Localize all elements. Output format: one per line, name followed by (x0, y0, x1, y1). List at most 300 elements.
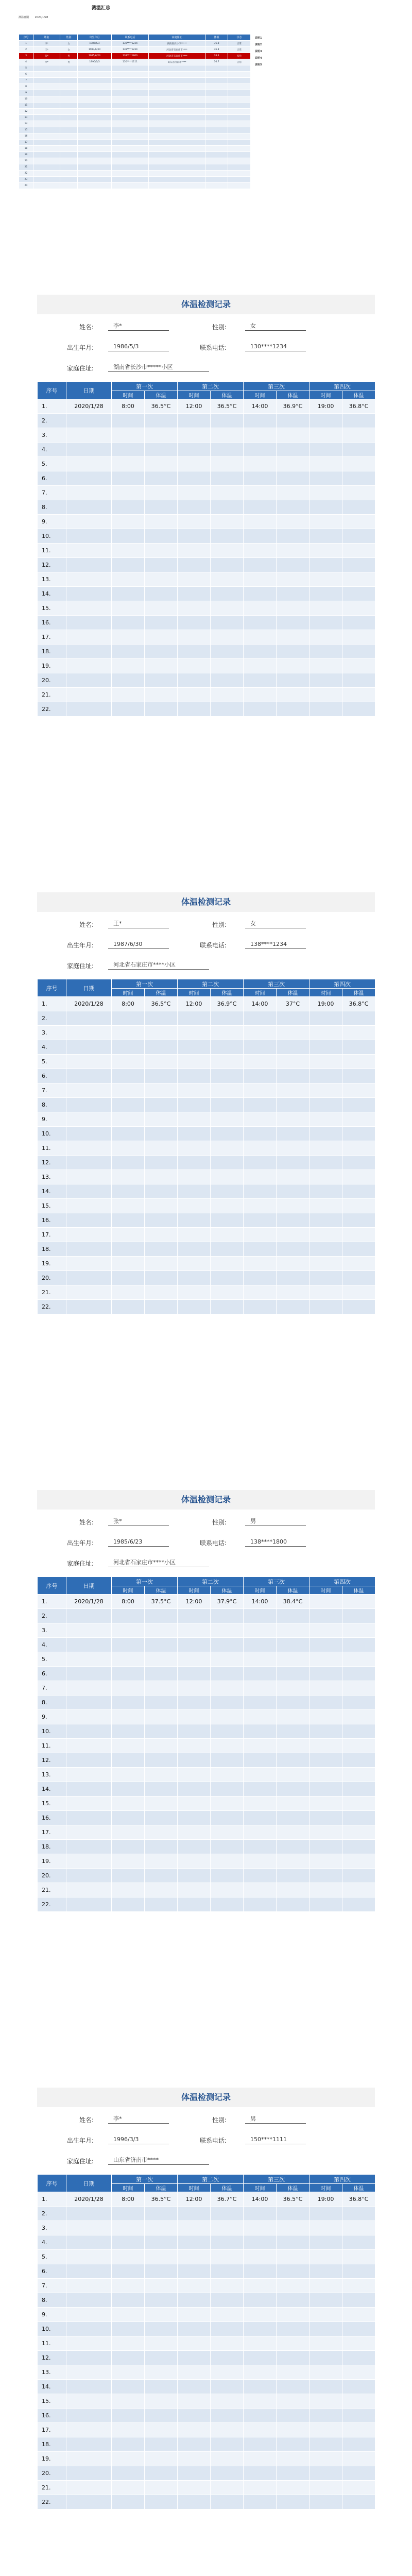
temp-cell[interactable] (211, 1098, 244, 1112)
time-cell[interactable] (310, 1825, 342, 1840)
time-cell[interactable] (310, 1271, 342, 1285)
time-cell[interactable] (178, 2365, 211, 2380)
temp-cell[interactable] (145, 1026, 178, 1040)
temp-cell[interactable] (342, 1112, 375, 1127)
temp-cell[interactable] (211, 1112, 244, 1127)
time-cell[interactable]: 19:00 (310, 399, 342, 414)
time-cell[interactable] (112, 587, 145, 601)
date-cell[interactable] (66, 2279, 112, 2293)
time-cell[interactable] (112, 1156, 145, 1170)
temp-cell[interactable] (211, 1681, 244, 1696)
temp-cell[interactable] (211, 558, 244, 572)
temp-cell[interactable] (342, 1011, 375, 1026)
temp-cell[interactable] (145, 2336, 178, 2351)
time-cell[interactable] (310, 1098, 342, 1112)
date-cell[interactable] (66, 529, 112, 544)
time-cell[interactable] (310, 1011, 342, 1026)
time-cell[interactable] (310, 500, 342, 515)
date-cell[interactable] (66, 2365, 112, 2380)
temp-cell[interactable] (145, 1638, 178, 1652)
temp-cell[interactable] (342, 1184, 375, 1199)
time-cell[interactable] (178, 659, 211, 673)
time-cell[interactable] (178, 500, 211, 515)
date-cell[interactable] (66, 1055, 112, 1069)
time-cell[interactable] (310, 1242, 342, 1257)
temp-cell[interactable] (211, 1696, 244, 1710)
time-cell[interactable] (244, 659, 277, 673)
time-cell[interactable] (244, 443, 277, 457)
date-cell[interactable] (66, 2322, 112, 2336)
time-cell[interactable] (112, 471, 145, 486)
time-cell[interactable] (112, 2423, 145, 2437)
time-cell[interactable] (310, 2235, 342, 2250)
temp-cell[interactable] (277, 515, 310, 529)
time-cell[interactable]: 14:00 (244, 1595, 277, 1609)
temp-cell[interactable] (211, 673, 244, 688)
temp-cell[interactable] (342, 2452, 375, 2466)
temp-cell[interactable] (145, 616, 178, 630)
time-cell[interactable] (244, 1797, 277, 1811)
time-cell[interactable] (178, 486, 211, 500)
time-cell[interactable] (244, 2394, 277, 2409)
date-cell[interactable] (66, 515, 112, 529)
time-cell[interactable] (244, 1825, 277, 1840)
time-cell[interactable] (310, 587, 342, 601)
temp-cell[interactable] (211, 1739, 244, 1753)
time-cell[interactable] (310, 1228, 342, 1242)
temp-cell[interactable] (277, 2308, 310, 2322)
time-cell[interactable] (178, 2409, 211, 2423)
temp-cell[interactable] (211, 1768, 244, 1782)
time-cell[interactable] (244, 1681, 277, 1696)
time-cell[interactable] (244, 428, 277, 443)
time-cell[interactable] (112, 457, 145, 471)
time-cell[interactable] (112, 1811, 145, 1825)
temp-cell[interactable]: 37°C (277, 997, 310, 1011)
time-cell[interactable] (310, 2409, 342, 2423)
temp-cell[interactable] (211, 1199, 244, 1213)
temp-cell[interactable] (277, 1652, 310, 1667)
time-cell[interactable] (310, 1797, 342, 1811)
time-cell[interactable] (244, 2452, 277, 2466)
time-cell[interactable] (244, 1069, 277, 1083)
date-cell[interactable] (66, 572, 112, 587)
time-cell[interactable]: 19:00 (310, 997, 342, 1011)
time-cell[interactable] (244, 2409, 277, 2423)
time-cell[interactable] (178, 1257, 211, 1271)
temp-cell[interactable] (342, 1840, 375, 1854)
time-cell[interactable] (112, 2207, 145, 2221)
time-cell[interactable]: 12:00 (178, 1595, 211, 1609)
temp-cell[interactable] (145, 1883, 178, 1897)
temp-cell[interactable] (342, 702, 375, 717)
time-cell[interactable] (112, 515, 145, 529)
temp-cell[interactable] (211, 1782, 244, 1797)
time-cell[interactable] (178, 1753, 211, 1768)
time-cell[interactable] (244, 1055, 277, 1069)
date-cell[interactable]: 2020/1/28 (66, 2192, 112, 2207)
time-cell[interactable] (310, 1156, 342, 1170)
time-cell[interactable] (112, 1026, 145, 1040)
temp-cell[interactable] (342, 1098, 375, 1112)
temp-cell[interactable] (342, 2409, 375, 2423)
time-cell[interactable] (310, 1883, 342, 1897)
date-cell[interactable] (66, 2495, 112, 2510)
birth-field[interactable]: 1996/3/3 (108, 2135, 169, 2144)
time-cell[interactable] (310, 457, 342, 471)
time-cell[interactable]: 14:00 (244, 997, 277, 1011)
temp-cell[interactable] (277, 1141, 310, 1156)
temp-cell[interactable] (277, 2221, 310, 2235)
temp-cell[interactable] (145, 515, 178, 529)
temp-cell[interactable] (342, 1782, 375, 1797)
time-cell[interactable]: 12:00 (178, 997, 211, 1011)
temp-cell[interactable] (277, 1869, 310, 1883)
temp-cell[interactable] (211, 1710, 244, 1724)
addr-field[interactable]: 河北省石家庄市****小区 (108, 1558, 209, 1567)
temp-cell[interactable] (277, 1768, 310, 1782)
time-cell[interactable] (112, 1710, 145, 1724)
temp-cell[interactable] (277, 688, 310, 702)
time-cell[interactable] (178, 1040, 211, 1055)
time-cell[interactable] (178, 529, 211, 544)
time-cell[interactable] (310, 2293, 342, 2308)
temp-cell[interactable] (277, 1026, 310, 1040)
time-cell[interactable] (310, 1710, 342, 1724)
time-cell[interactable] (112, 2481, 145, 2495)
time-cell[interactable]: 12:00 (178, 2192, 211, 2207)
date-cell[interactable] (66, 2394, 112, 2409)
temp-cell[interactable] (342, 1242, 375, 1257)
temp-cell[interactable] (145, 1242, 178, 1257)
date-cell[interactable] (66, 1797, 112, 1811)
temp-cell[interactable] (211, 1753, 244, 1768)
temp-cell[interactable] (145, 457, 178, 471)
sex-field[interactable]: 女 (245, 919, 306, 928)
temp-cell[interactable] (342, 630, 375, 645)
time-cell[interactable] (244, 673, 277, 688)
temp-cell[interactable] (277, 645, 310, 659)
temp-cell[interactable] (277, 544, 310, 558)
temp-cell[interactable] (277, 2264, 310, 2279)
temp-cell[interactable] (277, 1271, 310, 1285)
date-cell[interactable] (66, 1141, 112, 1156)
time-cell[interactable] (112, 1638, 145, 1652)
temp-cell[interactable] (277, 702, 310, 717)
time-cell[interactable] (112, 688, 145, 702)
time-cell[interactable]: 8:00 (112, 1595, 145, 1609)
time-cell[interactable] (244, 645, 277, 659)
time-cell[interactable] (112, 2279, 145, 2293)
time-cell[interactable] (244, 1170, 277, 1184)
date-cell[interactable] (66, 1257, 112, 1271)
temp-cell[interactable] (145, 1141, 178, 1156)
temp-cell[interactable] (277, 673, 310, 688)
date-cell[interactable] (66, 414, 112, 428)
time-cell[interactable] (112, 414, 145, 428)
temp-cell[interactable] (211, 1667, 244, 1681)
temp-cell[interactable] (145, 587, 178, 601)
temp-cell[interactable] (342, 1069, 375, 1083)
temp-cell[interactable] (211, 2293, 244, 2308)
temp-cell[interactable] (145, 1897, 178, 1912)
date-cell[interactable] (66, 702, 112, 717)
time-cell[interactable] (244, 587, 277, 601)
time-cell[interactable] (178, 2351, 211, 2365)
temp-cell[interactable] (145, 1112, 178, 1127)
temp-cell[interactable] (145, 2322, 178, 2336)
temp-cell[interactable] (145, 1739, 178, 1753)
time-cell[interactable] (178, 1199, 211, 1213)
time-cell[interactable] (112, 1242, 145, 1257)
date-cell[interactable] (66, 2380, 112, 2394)
temp-cell[interactable] (211, 486, 244, 500)
time-cell[interactable] (178, 2279, 211, 2293)
temp-cell[interactable] (277, 1681, 310, 1696)
time-cell[interactable] (310, 1300, 342, 1314)
time-cell[interactable] (178, 2452, 211, 2466)
temp-cell[interactable] (342, 2437, 375, 2452)
time-cell[interactable] (178, 1825, 211, 1840)
time-cell[interactable] (244, 544, 277, 558)
time-cell[interactable] (178, 1710, 211, 1724)
time-cell[interactable] (244, 515, 277, 529)
temp-cell[interactable] (342, 572, 375, 587)
temp-cell[interactable] (342, 2394, 375, 2409)
time-cell[interactable] (244, 1083, 277, 1098)
temp-cell[interactable] (342, 2495, 375, 2510)
time-cell[interactable] (178, 1300, 211, 1314)
temp-cell[interactable] (145, 645, 178, 659)
temp-cell[interactable] (211, 500, 244, 515)
date-cell[interactable] (66, 2207, 112, 2221)
time-cell[interactable] (310, 558, 342, 572)
temp-cell[interactable] (211, 572, 244, 587)
temp-cell[interactable] (211, 688, 244, 702)
phone-field[interactable]: 138****1234 (245, 940, 306, 949)
time-cell[interactable] (112, 1609, 145, 1623)
temp-cell[interactable] (277, 1811, 310, 1825)
time-cell[interactable] (112, 1285, 145, 1300)
temp-cell[interactable] (145, 471, 178, 486)
time-cell[interactable] (310, 1257, 342, 1271)
temp-cell[interactable] (211, 2308, 244, 2322)
temp-cell[interactable] (342, 1595, 375, 1609)
temp-cell[interactable] (342, 1753, 375, 1768)
temp-cell[interactable] (211, 1242, 244, 1257)
temp-cell[interactable] (342, 515, 375, 529)
temp-cell[interactable] (211, 2409, 244, 2423)
date-cell[interactable] (66, 2409, 112, 2423)
temp-cell[interactable] (342, 1696, 375, 1710)
temp-cell[interactable] (342, 558, 375, 572)
time-cell[interactable] (178, 1141, 211, 1156)
time-cell[interactable] (244, 1300, 277, 1314)
temp-cell[interactable] (145, 2351, 178, 2365)
temp-cell[interactable] (342, 1199, 375, 1213)
date-cell[interactable] (66, 2250, 112, 2264)
temp-cell[interactable]: 36.5°C (145, 997, 178, 1011)
time-cell[interactable] (244, 2466, 277, 2481)
temp-cell[interactable] (342, 1811, 375, 1825)
time-cell[interactable] (112, 2394, 145, 2409)
time-cell[interactable] (310, 2250, 342, 2264)
temp-cell[interactable] (342, 486, 375, 500)
time-cell[interactable] (244, 1156, 277, 1170)
temp-cell[interactable]: 36.5°C (211, 399, 244, 414)
time-cell[interactable] (178, 1228, 211, 1242)
time-cell[interactable] (112, 1840, 145, 1854)
time-cell[interactable] (310, 1595, 342, 1609)
temp-cell[interactable] (277, 1083, 310, 1098)
time-cell[interactable] (310, 1069, 342, 1083)
time-cell[interactable] (112, 1300, 145, 1314)
time-cell[interactable] (112, 1184, 145, 1199)
date-cell[interactable] (66, 1739, 112, 1753)
date-cell[interactable] (66, 486, 112, 500)
time-cell[interactable] (244, 2279, 277, 2293)
temp-cell[interactable] (342, 2336, 375, 2351)
temp-cell[interactable] (277, 1228, 310, 1242)
temp-cell[interactable] (277, 1753, 310, 1768)
time-cell[interactable] (310, 471, 342, 486)
date-cell[interactable] (66, 1040, 112, 1055)
time-cell[interactable] (178, 515, 211, 529)
time-cell[interactable] (244, 1897, 277, 1912)
temp-cell[interactable] (145, 1127, 178, 1141)
temp-cell[interactable] (277, 1623, 310, 1638)
temp-cell[interactable] (145, 601, 178, 616)
temp-cell[interactable] (277, 1199, 310, 1213)
time-cell[interactable] (112, 645, 145, 659)
temp-cell[interactable] (211, 2250, 244, 2264)
time-cell[interactable] (310, 645, 342, 659)
time-cell[interactable] (310, 2452, 342, 2466)
date-cell[interactable] (66, 1623, 112, 1638)
temp-cell[interactable] (211, 601, 244, 616)
temp-cell[interactable]: 38.4°C (277, 1595, 310, 1609)
time-cell[interactable] (310, 486, 342, 500)
time-cell[interactable] (112, 1739, 145, 1753)
date-cell[interactable] (66, 2466, 112, 2481)
time-cell[interactable] (244, 2481, 277, 2495)
time-cell[interactable] (310, 428, 342, 443)
date-cell[interactable] (66, 616, 112, 630)
time-cell[interactable] (310, 414, 342, 428)
temp-cell[interactable] (145, 1300, 178, 1314)
time-cell[interactable] (112, 2466, 145, 2481)
time-cell[interactable] (310, 1040, 342, 1055)
date-cell[interactable] (66, 471, 112, 486)
time-cell[interactable] (310, 1897, 342, 1912)
time-cell[interactable] (112, 1069, 145, 1083)
date-cell[interactable] (66, 1652, 112, 1667)
time-cell[interactable] (112, 558, 145, 572)
temp-cell[interactable] (211, 1840, 244, 1854)
time-cell[interactable] (178, 2481, 211, 2495)
phone-field[interactable]: 150****1111 (245, 2135, 306, 2144)
temp-cell[interactable] (211, 2264, 244, 2279)
time-cell[interactable] (310, 1652, 342, 1667)
temp-cell[interactable] (145, 1228, 178, 1242)
temp-cell[interactable] (277, 1242, 310, 1257)
temp-cell[interactable] (145, 1623, 178, 1638)
time-cell[interactable] (244, 601, 277, 616)
name-field[interactable]: 王* (108, 919, 169, 928)
temp-cell[interactable]: 36.5°C (277, 2192, 310, 2207)
sex-field[interactable]: 男 (245, 2114, 306, 2124)
temp-cell[interactable] (211, 1257, 244, 1271)
temp-cell[interactable]: 36.5°C (145, 2192, 178, 2207)
time-cell[interactable] (310, 1753, 342, 1768)
temp-cell[interactable] (277, 529, 310, 544)
date-cell[interactable] (66, 1069, 112, 1083)
temp-cell[interactable] (145, 558, 178, 572)
temp-cell[interactable] (145, 1213, 178, 1228)
phone-field[interactable]: 138****1800 (245, 1537, 306, 1547)
temp-cell[interactable] (211, 1156, 244, 1170)
date-cell[interactable] (66, 1681, 112, 1696)
time-cell[interactable] (244, 2264, 277, 2279)
temp-cell[interactable] (211, 1184, 244, 1199)
time-cell[interactable] (244, 1257, 277, 1271)
time-cell[interactable] (310, 1638, 342, 1652)
time-cell[interactable] (310, 2423, 342, 2437)
temp-cell[interactable] (342, 414, 375, 428)
date-cell[interactable] (66, 1156, 112, 1170)
temp-cell[interactable] (277, 2351, 310, 2365)
temp-cell[interactable] (342, 2207, 375, 2221)
time-cell[interactable] (112, 1098, 145, 1112)
temp-cell[interactable] (145, 2466, 178, 2481)
temp-cell[interactable] (211, 457, 244, 471)
temp-cell[interactable] (211, 702, 244, 717)
time-cell[interactable] (310, 1854, 342, 1869)
time-cell[interactable] (178, 2380, 211, 2394)
time-cell[interactable] (310, 1782, 342, 1797)
date-cell[interactable] (66, 1696, 112, 1710)
time-cell[interactable] (244, 1285, 277, 1300)
temp-cell[interactable] (211, 1724, 244, 1739)
time-cell[interactable] (112, 2264, 145, 2279)
date-cell[interactable] (66, 659, 112, 673)
name-field[interactable]: 李* (108, 321, 169, 331)
time-cell[interactable] (178, 1782, 211, 1797)
time-cell[interactable] (112, 1257, 145, 1271)
date-cell[interactable]: 2020/1/28 (66, 997, 112, 1011)
date-cell[interactable] (66, 2437, 112, 2452)
temp-cell[interactable] (145, 1170, 178, 1184)
time-cell[interactable] (244, 2293, 277, 2308)
temp-cell[interactable] (277, 1797, 310, 1811)
temp-cell[interactable] (211, 1609, 244, 1623)
temp-cell[interactable] (145, 2409, 178, 2423)
time-cell[interactable] (178, 673, 211, 688)
time-cell[interactable] (244, 2495, 277, 2510)
temp-cell[interactable] (277, 500, 310, 515)
date-cell[interactable] (66, 1199, 112, 1213)
time-cell[interactable] (244, 1782, 277, 1797)
time-cell[interactable] (244, 1609, 277, 1623)
temp-cell[interactable] (342, 659, 375, 673)
temp-cell[interactable] (342, 1170, 375, 1184)
time-cell[interactable] (244, 1696, 277, 1710)
time-cell[interactable] (112, 1782, 145, 1797)
time-cell[interactable] (244, 2351, 277, 2365)
date-cell[interactable] (66, 1897, 112, 1912)
time-cell[interactable] (178, 1112, 211, 1127)
temp-cell[interactable] (342, 1623, 375, 1638)
